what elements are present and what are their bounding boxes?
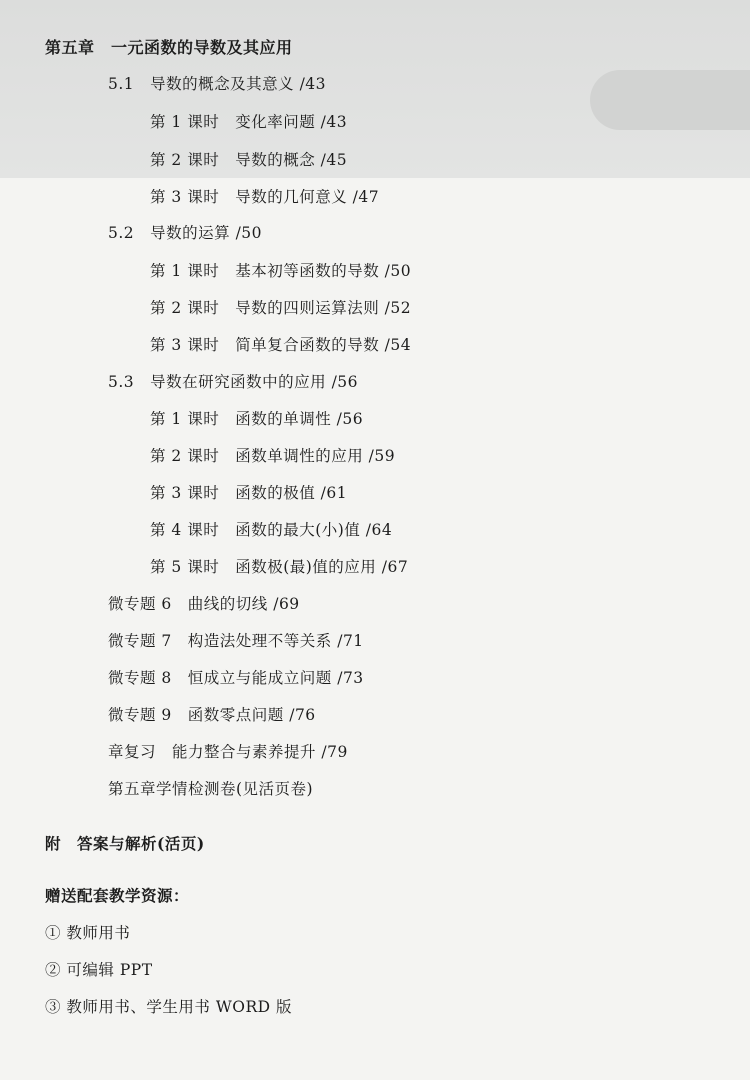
lesson-5-3-3: 第 3 课时 函数的极值 /61	[150, 484, 348, 502]
chapter-review: 章复习 能力整合与素养提升 /79	[108, 743, 348, 761]
top-band-tab	[590, 70, 750, 130]
lesson-5-3-2: 第 2 课时 函数单调性的应用 /59	[150, 447, 396, 465]
resource-item-2: ② 可编辑 PPT	[45, 961, 153, 979]
lesson-5-2-2: 第 2 课时 导数的四则运算法则 /52	[150, 299, 412, 317]
topic-7: 微专题 7 构造法处理不等关系 /71	[108, 632, 364, 650]
lesson-5-1-1: 第 1 课时 变化率问题 /43	[150, 113, 348, 131]
topic-9: 微专题 9 函数零点问题 /76	[108, 706, 316, 724]
resource-item-1: ① 教师用书	[45, 924, 131, 942]
resource-item-3: ③ 教师用书、学生用书 WORD 版	[45, 998, 293, 1016]
chapter-title: 第五章 一元函数的导数及其应用	[45, 38, 293, 57]
lesson-5-1-3: 第 3 课时 导数的几何意义 /47	[150, 188, 380, 206]
lesson-5-3-5: 第 5 课时 函数极(最)值的应用 /67	[150, 558, 409, 576]
lesson-5-2-1: 第 1 课时 基本初等函数的导数 /50	[150, 262, 412, 280]
section-5-2: 5.2 导数的运算 /50	[108, 224, 263, 242]
lesson-5-3-4: 第 4 课时 函数的最大(小)值 /64	[150, 521, 393, 539]
lesson-5-3-1: 第 1 课时 函数的单调性 /56	[150, 410, 364, 428]
appendix: 附 答案与解析(活页)	[45, 834, 205, 853]
lesson-5-1-2: 第 2 课时 导数的概念 /45	[150, 151, 348, 169]
section-5-3: 5.3 导数在研究函数中的应用 /56	[108, 373, 359, 391]
section-5-1: 5.1 导数的概念及其意义 /43	[108, 75, 327, 93]
chapter-test: 第五章学情检测卷(见活页卷)	[108, 780, 314, 798]
topic-8: 微专题 8 恒成立与能成立问题 /73	[108, 669, 364, 687]
resources-heading: 赠送配套教学资源：	[45, 886, 190, 905]
lesson-5-2-3: 第 3 课时 简单复合函数的导数 /54	[150, 336, 412, 354]
topic-6: 微专题 6 曲线的切线 /69	[108, 595, 300, 613]
